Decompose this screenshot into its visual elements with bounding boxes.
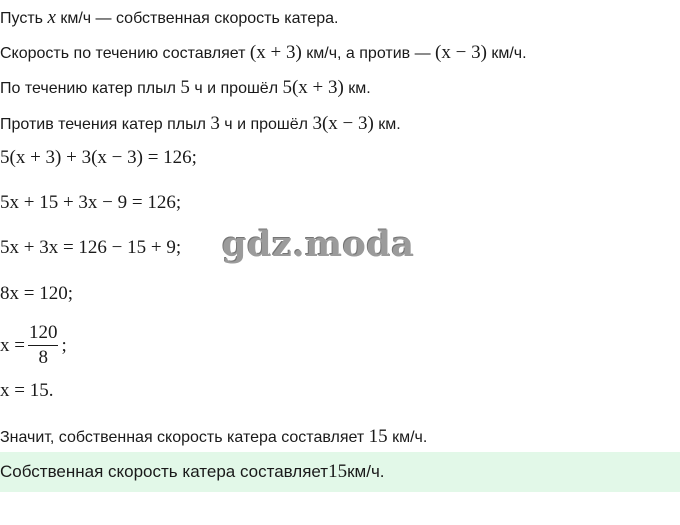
conclusion-line xyxy=(0,426,427,449)
equation-5-lhs: x = xyxy=(0,335,25,356)
equation-4: 8x = 120; xyxy=(0,283,73,304)
equation-6: x = 15. xyxy=(0,380,54,401)
answer-text-1: Собственная скорость катера составляет xyxy=(0,462,329,481)
upstream-distance-expr: 3(x − 3) xyxy=(312,113,374,134)
speed-text-2: км/ч, а против — xyxy=(301,45,436,62)
intro-line xyxy=(0,7,338,30)
speed-text-1: Скорость по течению составляет xyxy=(0,45,250,62)
downstream-text-2: ч и прошёл xyxy=(189,80,283,97)
downstream-distance-expr: 5(x + 3) xyxy=(282,77,344,98)
equation-2: 5x + 15 + 3x − 9 = 126; xyxy=(0,192,182,213)
equation-5 xyxy=(0,318,67,374)
conclusion-text-2: км/ч. xyxy=(387,429,428,446)
answer-text-2: км/ч. xyxy=(347,462,385,481)
answer-box xyxy=(0,452,680,492)
upstream-text-1: Против течения катер плыл xyxy=(0,116,211,133)
variable-x: x xyxy=(47,7,56,28)
conclusion-text-1: Значит, собственная скорость катера составляет xyxy=(0,429,369,446)
equation-1: 5(x + 3) + 3(x − 3) = 126; xyxy=(0,147,197,168)
downstream-text-3: км. xyxy=(343,80,371,97)
equation-5-tail: ; xyxy=(61,335,67,356)
upstream-text-2: ч и прошёл xyxy=(219,116,313,133)
downstream-line xyxy=(0,77,371,100)
downstream-time: 5 xyxy=(180,77,190,98)
downstream-text-1: По течению катер плыл xyxy=(0,80,181,97)
speed-downstream-expr: (x + 3) xyxy=(249,42,302,63)
watermark-logo: gdz.moda xyxy=(222,224,415,265)
equation-3: 5x + 3x = 126 − 15 + 9; xyxy=(0,237,182,258)
speed-text-3: км/ч. xyxy=(486,45,527,62)
upstream-time: 3 xyxy=(210,113,220,134)
upstream-line xyxy=(0,113,401,136)
fraction xyxy=(28,322,59,370)
upstream-text-3: км. xyxy=(373,116,401,133)
fraction-denominator: 8 xyxy=(38,347,48,368)
intro-text-2: км/ч — собственная скорость катера. xyxy=(55,10,339,27)
speed-line xyxy=(0,42,527,65)
speed-upstream-expr: (x − 3) xyxy=(435,42,487,63)
conclusion-value: 15 xyxy=(368,426,388,447)
fraction-numerator: 120 xyxy=(28,322,59,346)
intro-text-1: Пусть xyxy=(0,10,48,27)
answer-value: 15 xyxy=(328,461,348,482)
